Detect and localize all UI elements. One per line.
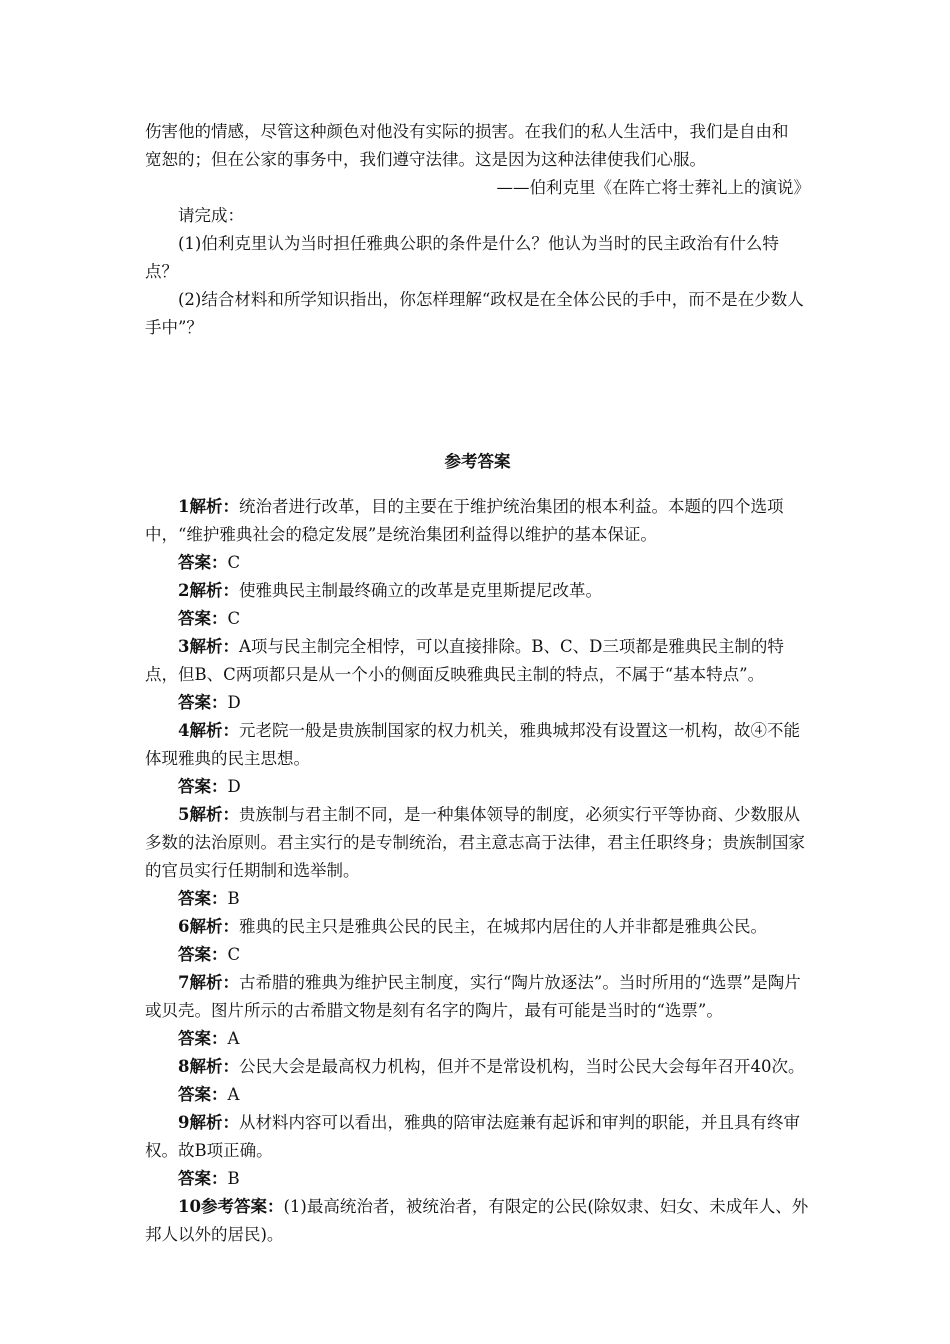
answer-value: D [227, 776, 241, 796]
answer-list [145, 493, 810, 1193]
analysis-text: 公民大会是最高权力机构，但并不是常设机构，当时公民大会每年召开40次。 [238, 1056, 805, 1076]
answer-value: B [227, 888, 240, 908]
answer-item [145, 549, 810, 577]
analysis-text: 古希腊的雅典为维护民主制度，实行“陶片放逐法”。当时所用的“选票”是陶片或贝壳。图片所示的古希腊文物是刻有名字的陶片，最有可能是当时的“选票”。 [145, 972, 801, 1020]
answer-10-text: (1)最高统治者，被统治者，有限定的公民(除奴隶、妇女、未成年人、外邦人以外的居民)。 [145, 1196, 809, 1244]
analysis-text: 贵族制与君主制不同，是一种集体领导的制度，必须实行平等协商、少数服从多数的法治原则。君主实行的是专制统治，君主意志高于法律，君主任职终身；贵族制国家的官员实行任期制和选举制。 [145, 804, 805, 880]
analysis-item [145, 913, 810, 941]
passage-line-2: 宽恕的；但在公家的事务中，我们遵守法律。这是因为这种法律使我们心服。 [145, 150, 706, 169]
analysis-label: 解析： [189, 972, 239, 992]
analysis-number: 3 [178, 636, 190, 656]
answer-item [145, 941, 810, 969]
answer-label: 答案： [178, 692, 228, 712]
answer-item [145, 605, 810, 633]
answer-10 [145, 1193, 810, 1249]
answer-item [145, 689, 810, 717]
passage-source: ——伯利克里《在阵亡将士葬礼上的演说》 [496, 178, 810, 197]
analysis-text: 雅典的民主只是雅典公民的民主，在城邦内居住的人并非都是雅典公民。 [238, 916, 767, 936]
analysis-number: 5 [178, 804, 190, 824]
answer-10-label: 10参考答案： [178, 1196, 284, 1216]
answer-value: B [227, 1168, 240, 1188]
answer-item [145, 1165, 810, 1193]
analysis-number: 2 [178, 580, 190, 600]
analysis-number: 9 [178, 1112, 190, 1132]
analysis-text: 使雅典民主制最终确立的改革是克里斯提尼改革。 [238, 580, 602, 600]
analysis-label: 解析： [189, 580, 239, 600]
analysis-label: 解析： [189, 636, 239, 656]
analysis-text: 从材料内容可以看出，雅典的陪审法庭兼有起诉和审判的职能，并且具有终审权。故B项正确。 [145, 1112, 800, 1160]
answer-label: 答案： [178, 1028, 228, 1048]
question-1: (1)伯利克里认为当时担任雅典公职的条件是什么？他认为当时的民主政治有什么特点？ [145, 234, 779, 281]
answer-value: A [227, 1084, 240, 1104]
analysis-label: 解析： [189, 720, 239, 740]
analysis-item [145, 969, 810, 1025]
answer-value: C [227, 552, 241, 572]
answer-label: 答案： [178, 1168, 228, 1188]
answer-value: C [227, 944, 241, 964]
answer-label: 答案： [178, 944, 228, 964]
analysis-label: 解析： [189, 916, 239, 936]
answers-title: 参考答案 [444, 452, 511, 471]
analysis-item [145, 1053, 810, 1081]
task-prompt: 请完成： [178, 206, 244, 225]
analysis-item [145, 577, 810, 605]
analysis-number: 7 [178, 972, 190, 992]
answer-label: 答案： [178, 608, 228, 628]
answer-value: C [227, 608, 241, 628]
answer-label: 答案： [178, 888, 228, 908]
analysis-label: 解析： [189, 1056, 239, 1076]
passage-line-1: 伤害他的情感，尽管这种颜色对他没有实际的损害。在我们的私人生活中，我们是自由和 [145, 122, 789, 141]
analysis-text: A项与民主制完全相悖，可以直接排除。B、C、D三项都是雅典民主制的特点，但B、C两项都只是从一个小的侧面反映雅典民主制的特点，不属于“基本特点”。 [145, 636, 784, 684]
analysis-item [145, 801, 810, 885]
answer-label: 答案： [178, 1084, 228, 1104]
answer-label: 答案： [178, 552, 228, 572]
answer-value: D [227, 692, 241, 712]
analysis-number: 4 [178, 720, 190, 740]
analysis-number: 6 [178, 916, 190, 936]
analysis-item [145, 493, 810, 549]
analysis-item [145, 717, 810, 773]
analysis-item [145, 1109, 810, 1165]
analysis-text: 统治者进行改革，目的主要在于维护统治集团的根本利益。本题的四个选项中，“维护雅典社会的稳定发展”是统治集团利益得以维护的基本保证。 [145, 496, 784, 544]
analysis-item [145, 633, 810, 689]
answer-item [145, 773, 810, 801]
answer-item [145, 1081, 810, 1109]
analysis-label: 解析： [189, 804, 239, 824]
analysis-label: 解析： [189, 1112, 239, 1132]
analysis-label: 解析： [189, 496, 239, 516]
analysis-text: 元老院一般是贵族制国家的权力机关，雅典城邦没有设置这一机构，故④不能体现雅典的民主思想。 [145, 720, 800, 768]
analysis-number: 1 [178, 496, 190, 516]
question-2: (2)结合材料和所学知识指出，你怎样理解“政权是在全体公民的手中，而不是在少数人手中”？ [145, 290, 804, 337]
document-page [145, 118, 810, 1249]
answer-item [145, 1025, 810, 1053]
analysis-number: 8 [178, 1056, 190, 1076]
answer-label: 答案： [178, 776, 228, 796]
answer-item [145, 885, 810, 913]
answer-value: A [227, 1028, 240, 1048]
